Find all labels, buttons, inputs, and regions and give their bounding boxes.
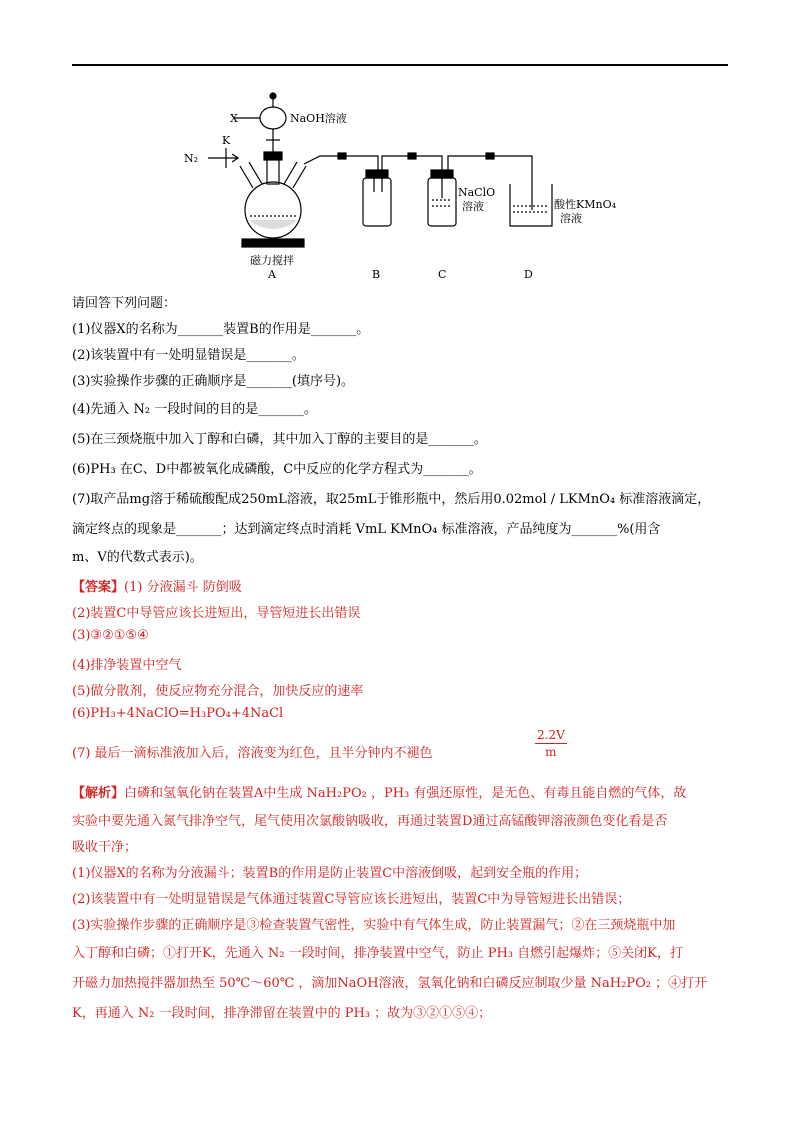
analysis-4-line-3: 开磁力加热搅拌器加热至 50℃～60℃ ，滴加NaOH溶液，氢氧化钠和白磷反应制取少量 NaH₂PO₂ ；④打开 — [72, 976, 708, 991]
question-1: (1)仪器X的名称为_______装置B的作用是_______。 — [72, 322, 370, 337]
label-kmno4-solution: 溶液 — [560, 212, 582, 225]
label-a: A — [268, 268, 276, 281]
analysis-4-line-1: (3)实验操作步骤的正确顺序是③检查装置气密性，实验中有气体生成，防止装置漏气；②在三颈烧瓶中加 — [72, 918, 676, 933]
analysis-1-line-3: 吸收干净； — [72, 840, 138, 855]
label-d: D — [524, 268, 533, 281]
answer-5: (5)做分散剂，使反应物充分混合，加快反应的速率 — [72, 684, 364, 699]
analysis-1-text: 白磷和氢氧化钠在装置A中生成 NaH₂PO₂ ，PH₃ 有强还原性，是无色、有毒且能自燃的气体，故 — [124, 786, 687, 801]
question-7-line-1: (7)取产品mg溶于稀硫酸配成250mL溶液，取25mL于锥形瓶中，然后用0.02mol / LKMnO₄ 标准溶液滴定， — [72, 492, 711, 507]
answer-4: (4)排净装置中空气 — [72, 658, 182, 673]
question-intro: 请回答下列问题： — [72, 296, 177, 311]
question-6: (6)PH₃ 在C、D中都被氧化成磷酸，C中反应的化学方程式为_______。 — [72, 462, 482, 477]
question-5: (5)在三颈烧瓶中加入丁醇和白磷，其中加入丁醇的主要目的是_______。 — [72, 432, 487, 447]
fraction-denominator: m — [545, 745, 557, 759]
question-4: (4)先通入 N₂ 一段时间的目的是_______。 — [72, 402, 317, 417]
answer-7: (7) 最后一滴标准液加入后，溶液变为红色，且半分钟内不褪色 — [72, 746, 433, 761]
label-x: X — [230, 112, 238, 125]
answer-1 — [72, 576, 242, 595]
tube-c-d — [448, 156, 532, 210]
answer-7-fraction — [535, 728, 567, 759]
label-stirrer: 磁力搅拌 — [250, 254, 294, 267]
header-rule — [72, 64, 728, 66]
analysis-label: 【解析】 — [72, 786, 125, 801]
analysis-1-line-2: 实验中要先通入氮气排净空气，尾气使用次氯酸钠吸收，再通过装置D通过高锰酸钾溶液颜色变化看是否 — [72, 814, 668, 829]
n2-inlet — [208, 148, 238, 168]
answer-label: 【答案】 — [72, 580, 125, 595]
label-k: K — [222, 134, 231, 147]
analysis-3: (2)该装置中有一处明显错误是气体通过装置C导管应该长进短出，装置C中为导管短进长出错误； — [72, 892, 631, 907]
apparatus-diagram — [180, 88, 616, 284]
label-c: C — [438, 268, 447, 281]
label-naoh: NaOH溶液 — [290, 112, 347, 125]
beaker-d — [510, 184, 552, 226]
question-7-line-2: 滴定终点的现象是_______；达到滴定终点时消耗 VmL KMnO₄ 标准溶液，产品纯度为_______%(用含 — [72, 522, 661, 537]
label-kmno4: 酸性KMnO₄ — [554, 198, 616, 211]
question-7-line-3: m、V的代数式表示)。 — [72, 550, 203, 565]
label-naclo-solution: 溶液 — [462, 200, 484, 213]
magnetic-stirrer — [242, 239, 304, 247]
bottle-b — [363, 170, 391, 226]
separating-funnel — [234, 93, 286, 158]
answer-3: (3)③②①⑤④ — [72, 628, 149, 643]
label-n2: N₂ — [184, 152, 199, 165]
analysis-4-line-4: K，再通入 N₂ 一段时间，排净滞留在装置中的 PH₃ ；故为③②①⑤④； — [72, 1006, 492, 1021]
label-b: B — [372, 268, 381, 281]
question-3: (3)实验操作步骤的正确顺序是_______(填序号)。 — [72, 374, 355, 389]
question-2: (2)该装置中有一处明显错误是_______。 — [72, 348, 305, 363]
answer-1-text: (1) 分液漏斗 防倒吸 — [124, 580, 242, 595]
answer-2: (2)装置C中导管应该长进短出，导管短进长出错误 — [72, 606, 361, 621]
analysis-4-line-2: 入丁醇和白磷；①打开K，先通入 N₂ 一段时间，排净装置中空气，防止 PH₃ 自燃引起爆炸；⑤关闭K，打 — [72, 946, 683, 961]
analysis-1 — [72, 782, 686, 801]
answer-6: (6)PH₃+4NaClO=H₃PO₄+4NaCl — [72, 706, 284, 721]
fraction-numerator: 2.2V — [537, 728, 565, 742]
analysis-2: (1)仪器X的名称为分液漏斗；装置B的作用是防止装置C中溶液倒吸，起到安全瓶的作用； — [72, 866, 588, 881]
label-naclo: NaClO — [458, 186, 496, 199]
three-neck-flask — [240, 152, 306, 238]
